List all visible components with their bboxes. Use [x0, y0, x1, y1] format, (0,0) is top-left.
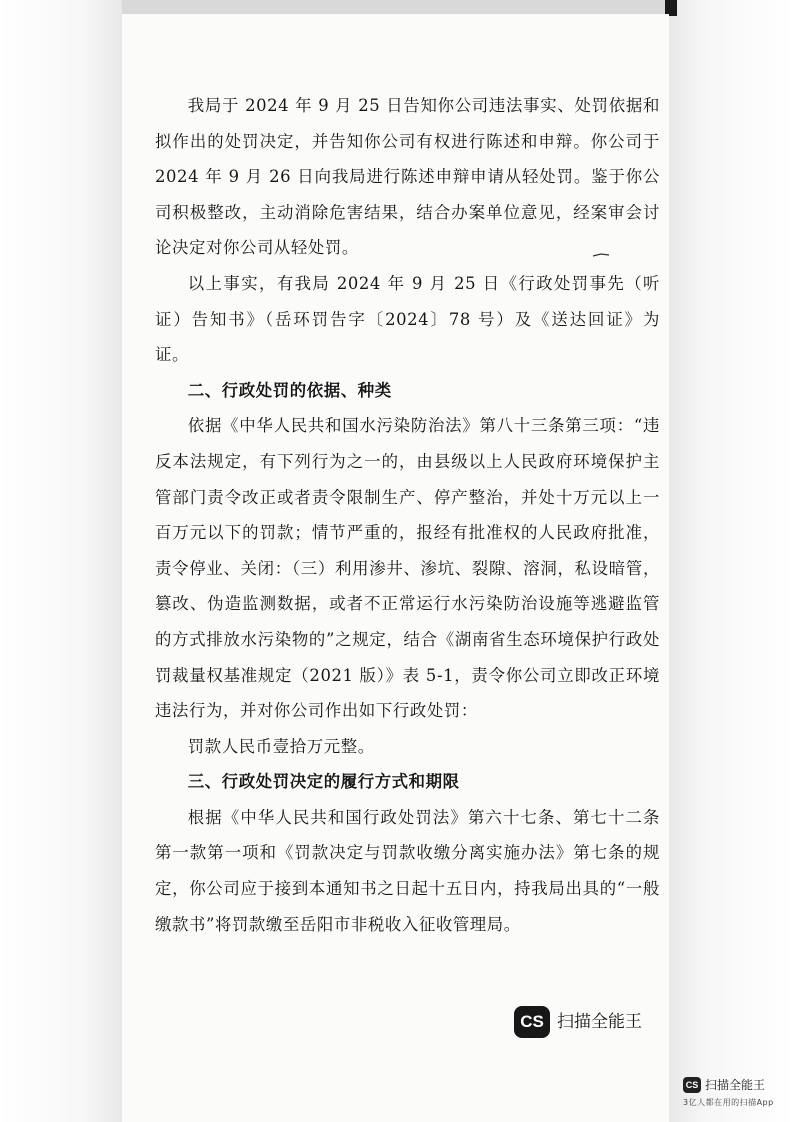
heading-basis-and-type: 二、行政处罚的依据、种类	[187, 380, 392, 400]
pen-mark-icon	[592, 252, 610, 258]
watermark-name: 扫描全能王	[705, 1078, 766, 1092]
paragraph-fine-amount: 罚款人民币壹拾万元整。	[187, 736, 375, 756]
watermark-slogan: 3亿人都在用的扫描App	[683, 1098, 774, 1107]
background-left	[0, 0, 122, 1122]
background-right	[669, 0, 793, 1122]
paragraph-legal-basis: 依据《中华人民共和国水污染防治法》第八十三条第三项：“违反本法规定，有下列行为之一的，由县级以上人民政府环境保护主管部门责令改正或者责令限制生产、停产整治，并处十万元以上一百万元以下的罚款；情节严重的，报经有批准权的人民政府批准，责令停业、关闭：（三）利用渗井、渗坑、裂隙、溶洞，私设暗管，篡改、伪造监测数据，或者不正常运行水污染防治设施等逃避监管的方式排放水污染物的”之规定，结合《湖南省生态环境保护行政处罚裁量权基准规定（2021 版）》表 5-1，责令你公司立即改正环境违法行为，并对你公司作出如下行政处罚：	[155, 416, 660, 721]
camscanner-name: 扫描全能王	[557, 1012, 642, 1032]
document-body	[155, 88, 660, 942]
paragraph-statement-hearing: 我局于 2024 年 9 月 25 日告知你公司违法事实、处罚依据和拟作出的处罚决定，并告知你公司有权进行陈述和申辩。你公司于 2024 年 9 月 26 日向我局进行陈述申辩申请从轻处罚。鉴于你公司积极整改，主动消除危害结果，结合办案单位意见，经案审会讨论决定对你公司从轻处罚。	[155, 96, 660, 258]
watermark-logo-icon: CS	[683, 1077, 701, 1093]
camscanner-logo-icon: CS	[514, 1006, 550, 1038]
paragraph-payment-instructions: 根据《中华人民共和国行政处罚法》第六十七条、第七十二条第一款第一项和《罚款决定与罚款收缴分离实施办法》第七条的规定，你公司应于接到本通知书之日起十五日内，持我局出具的“一般缴款书”将罚款缴至岳阳市非税收入征收管理局。	[155, 807, 660, 934]
heading-performance-method: 三、行政处罚决定的履行方式和期限	[187, 772, 460, 792]
paragraph-evidence: 以上事实，有我局 2024 年 9 月 25 日《行政处罚事先（听证）告知书》（岳环罚告字〔2024〕78 号）及《送达回证》为证。	[155, 273, 660, 365]
